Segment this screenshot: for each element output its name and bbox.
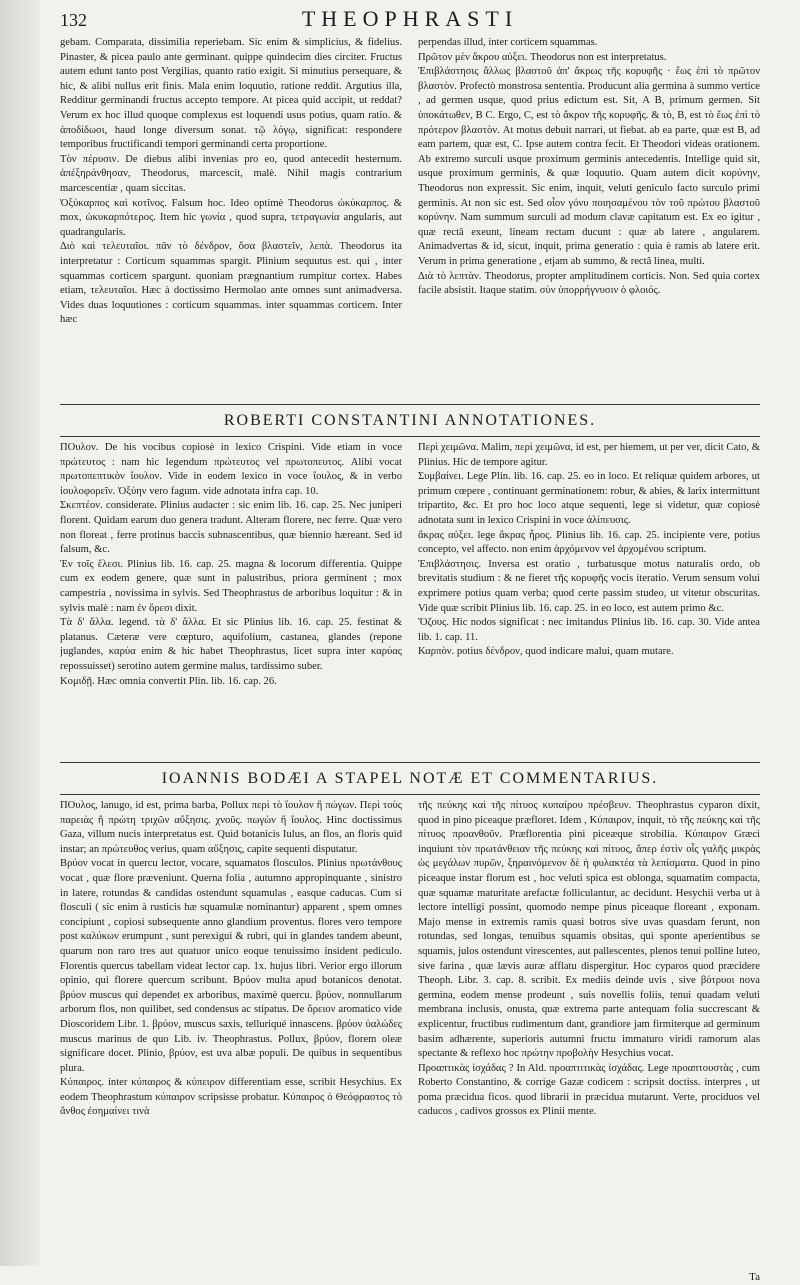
annotation: Συμβαίνει. Lege Plin. lib. 16. cap. 25. eo in loco. Et reliquæ quidem arbores, ut primum cœpere , continuant germinationem: robur, & abies, & larix intermittunt tripartito, &c. Et pro hoc loco atque sequenti, lege si videtur, quæ copiosè adnotata sunt in lexico Crispini in voce ἀλίπευσις. — [418, 471, 760, 526]
running-header — [60, 0, 760, 36]
paragraph: Πρῶτον μὲν ἄκρου αὐξει. Theodorus non est interpretatus. — [418, 51, 667, 63]
constantini-right-column — [418, 441, 760, 759]
annotation: Κομιδῇ. Hæc omnia convertit Plin. lib. 16. cap. 26. — [60, 675, 277, 687]
commentary-paragraph: Βρύον vocat in quercu lector, vocare, squamatos flosculos. Plinius πρωτάνθους vocat , quæ flore præveniunt. Querna folia , autumno appropinquante , sinistro in latere, rotundas & candidas ostendunt squamulas , easque caducas. Cum si flosculi ( sic enim à rusticis hæ squamulæ nominantur) apparent , spem omnes concipiunt , copiosi subsequente anno glandium proventus. flores vero tempore post καλύκων erumpunt , sunt perexigui & rubri, qui in glandes tandem abeunt, quarum non raro tres aut quatuor unico eoque tenuissimo insident pediculo. Florentis quercus tabellam videat lector cap. 1x. hujus libri. Verior ergo illorum opinio, qui florere quercum scribunt. Βρύον multa apud botanicos denotat. βρύον muscus qui dependet ex arboribus, maximè quercu. βρύον, nonnullarum arborum flos, non quilibet, sed condensus ac stipatus. De ὄρειον aromatico vide Dioscoridem Libr. 1. βρύον, muscus saxis, telluriqué innascens. βρύον ὑαλώδες muscus marinus de quo Lib. iv. Theophrastus. Pollux, βρύον, florem oleæ significare docet. Plinio, βρύον, est uva albæ populi. De quibus in sequentibus plura. — [60, 858, 402, 1074]
annotation: ΠΟυλον. De his vocibus copiosè in lexico Crispini. Vide etiam in voce πρώτευτος : nam hic legendum πρώτευτος vel πρωτοπευτος. Alibi vocat πρωτοπεπτικὸν ἴουλον. Vide in eodem lexico in voce ἴουλος, & in verbo ἰουλοφορεῖν. Ὀξύην vero fagum. vide adnotata infra cap. 10. — [60, 442, 402, 497]
section-divider — [60, 794, 760, 795]
annotation: ἄκρας αὐξει. lege ἄκρας ἦρος. Plinius lib. 16. cap. 25. incipiente vere, potius concepto, vel affecto. non enim ἀρχόμενον vel ἀρχομένου scriptum. — [418, 529, 760, 556]
annotation: Τὰ δ' ἄλλα. legend. τὰ δ' ἄλλα. Et sic Plinius lib. 16. cap. 25. festinat & platanus. Cæteræ vere cœpturo, aquifolium, castanea, glandes (repone juglandes, καρύα enim & hic habet Theophrastus, licet supra inter καρύας repossuisset) serotino autem germine malus, tardissimo suber. — [60, 617, 402, 672]
section-heading-bodaei: IOANNIS BODÆI A STAPEL NOTÆ ET COMMENTARIUS. — [161, 770, 659, 787]
catchword: Ta — [749, 1271, 760, 1283]
bodaei-commentary — [60, 799, 760, 1269]
commentary-top-section — [60, 36, 760, 401]
constantini-annotations — [60, 441, 760, 759]
paragraph: perpendas illud, inter corticem squammas. — [418, 37, 598, 48]
section-divider — [60, 436, 760, 437]
bodaei-left-column — [60, 799, 402, 1269]
top-left-column — [60, 36, 402, 401]
section-divider — [60, 762, 760, 763]
constantini-left-column — [60, 441, 402, 759]
annotation: Ὄζους. Hic nodos significat : nec imitandus Plinius lib. 16. cap. 30. Vide antea lib. 1. cap. 11. — [418, 617, 760, 643]
commentary-paragraph: Προαπτικὰς ἰσχάδας ? In Ald. προαπτιτικὰς ἰσχάδας. Lege προαπτουστὰς , cum Roberto Constantino, & corrige Gazæ codicem : scripsit doctiss. interpres , ut poma præcidua ficos. quod librarii in præcidua mutarunt. Verte, prociduos vel caducos , cadivos grossos ex Plinii mente. — [418, 1062, 760, 1118]
annotation: Περὶ χειμῶνα. Malim, περὶ χειμῶνα, id est, per hiemem, ut per ver, dicit Cato, & Plinius. Hic de tempore agitur. — [418, 442, 760, 468]
section-divider — [60, 404, 760, 405]
paragraph: gebam. Comparata, dissimilia reperiebam. Sic enim & simplicius, & fidelius. Pinaster, & picea paulo ante germinant. quippe quindecim dies circiter. Fructus autem edunt tanto post Vergilias, quanto ratio exigit. Si minutius persequare, & hic, & alibi nullus erit finis. Mala enim loquutio, ratione reddit. Argutius illa, Redditur germinandi fructus accepto tempore. At picea quid accipit, ut reddat? Verum ex hoc illud quoque complexus est loquendi usus potius, quam ratio. & ἀποδίδωσι, haud longe diversum sonat. τῷ λόγῳ, significat: respondere temporibus fructificandi tempori germinandi certa proportione. — [60, 37, 402, 151]
paragraph: Διὰ τὸ λεπτὰν. Theodorus, propter amplitudinem corticis. Non. Sed quia cortex facile absistit. Itaque statim. σὺν ὑπορρήγνυσιν ὁ φλοιός. — [418, 270, 760, 297]
top-right-column — [418, 36, 760, 401]
paragraph: Τὸν πέρυσιν. De diebus alibi invenias pro eo, quod antecedit hesternum. ἀπέξηράνθησαν, Theodorus, marcescit, malè. Nihil magis contrarium marcescentiæ , quam siccitas. — [60, 153, 402, 194]
annotation: Ἐν τοῖς ἕλεσι. Plinius lib. 16. cap. 25. magna & locorum differentia. Quippe cum ex eodem genere, quæ sunt in palustribus, priora germinent ; mox campestria , novissima in sylvis. Sed Theophrastus de arboribus loquitur : & in sylvis malè : nam ἐν ὄρεσι dixit. — [60, 558, 402, 614]
page-gutter-shadow — [0, 0, 40, 1266]
commentary-paragraph: τῆς πεύκης καὶ τῆς πίτυος κυπαίρου πρέσβευν. Theophrastus cyparon dixit, quod in pino piceaque præfloret. Idem , Κύπαιρον, inquit, τὸ τῆς πεύκης καὶ τῆς πίτυος προανθοῦν. Præflorentia pini piceæque strobilia. Κύπαιρον Græci inquiunt τὸν πρωτάνθειαν τῆς πεύκης καὶ πίτυος, ἅπερ ἐστὶν οἷς γαλῆς μικρὰς ὡς μεγάλων πυρῶν, ξηραινόμενον δὲ ἡ φυλακτέα τὰ λεπίσματα. Quod in pino piceaque instar florum est , hoc veluti spica est oblonga, squamatim compacta, quæ squamæ maturitate arefactæ folliculantur, ac decidunt. Hesychii verba ut à lectore intelligi possint, quomodo nempe pinus piceaque floreant , exponam. Majo mense in extremis ramis quasi botros sive uvas quasdam ferunt, non rotundas, sed longas, tenuibus squamis obsitas, qui sponte aperientibus se squamis, julos ostendunt virescentes, aut pallescentes, plenos tenui polline luteo, sive farina , quæ lævis auræ afflatu dispergitur. Hoc cyparos quod præcidere Theoph. Libr. 3. cap. 8. scribit. Ex mediis deinde uvis , sive βότρυοι nova germina, eodem mense prodeunt , suis novellis foliis, tenui quadam veluti membrana inclusis, onusta, quæ extrema parte antequam folia succrescant & explicentur, fructibus rudimentum dant, grandiore jam firmiterque ad germinum basim adhærente, superioris autumni fructu immaturo viridi ramorum alas spectante & reflexo hoc πρώτην προβολὴν Hesychius vocat. — [418, 800, 760, 1060]
paragraph: Ἐπιβλάστησις ἄλλως βλαστοῦ ἀπ' ἄκρως τῆς κορυφῆς · ἕως ἐπὶ τὸ πρῶτον βλαστὸν. Profectò monstrosa sententia. Producunt alia germina à summo vertice , ad germen usque, quod prius edictum est. Sit, A B, primum germen. Sit ὑποκάτωθεν, B C. Ergo, C, est τὸ ἄκρον τῆς κορυφῆς. & τὸ, B, est τὸ ἕως ἐπὶ τὸ πρότερον βλαστὸν. At motus debuit narrari, ut fiebat. ab ea parte, quæ est B, ad eam partem, quæ est, C. Ipse autem contra fecit. Et Theodori videas orationem. Ab extremo surculi usque proximum germinis antecedentis. Intellige quid sit, usque proximum germinis, & quæ loquutio. Quam autem dicit κορύνην, Theodorus non expressit. Sic enim, inquit, veluti geniculo facto surculo primi germinis. At non sic est. Sed οἷον γόνυ ποιησαμένου τὸν τοῦ πρώτου βλαστοῦ κορύνην. Nam summum surculi ad modum clavæ capitatum est. Ex eo igitur , quæ rectâ exeunt, lineam rectam ducunt : quæ ab latere , angularem. Animadvertas & id, sicut, inquit, prima generatio : quia è ramis ab latere erit. Verum in prima generatione , etjam ab summo, & rectâ linea, multi. — [418, 66, 760, 267]
bodaei-right-column — [418, 799, 760, 1269]
section-heading-constantini: ROBERTI CONSTANTINI ANNOTATIONES. — [223, 412, 597, 429]
running-title: THEOPHRASTI — [301, 6, 519, 31]
commentary-paragraph: Κύπαιρος. inter κύπαιρος & κύπειρον differentiam esse, scribit Hesychius. Ex eodem Theophrastum κύπαιρον scripsisse probatur. Κύπαιρος ὁ Θεόφραστος τὸ ἄνθος ἐσημαίνει τινὰ — [60, 1077, 402, 1118]
paragraph: Ὀξύκαρπος καὶ κοτῖνος. Falsum hoc. Ideo optimè Theodorus ὠκύκαρπος. & mox, ὠκυκαρπότερος. Item hic γωνία , quod supra, τετραγωνία angularis, aut quadrangularis. — [60, 197, 402, 238]
page-number: 132 — [60, 10, 87, 30]
annotation: Σκεπτέον. considerate. Plinius audacter : sic enim lib. 16. cap. 25. Nec juniperi florent. Quidam earum duo genera tradunt. Alteram florere, nec ferre. Quæ vero non floreat , ferre protinus baccis subnascentibus, quæ biennio hæreant. Sed id falsum, &c. — [60, 500, 402, 556]
commentary-paragraph: ΠΟυλος, lanugo, id est, prima barba, Pollux περὶ τὸ ἴουλον ἢ πώγων. Περὶ τοὺς παρειὰς ἢ πρώτη τριχῶν αὔξησις. χνοῦς. πωγὼν ἢ ἴουλος. Hinc doctissimus Gaza, villum nucis interpretatus est. Quid botanicis Iulus, an flos, an floris quid instar; an πρώτευθος verius, quam αὔξησις, capite sequenti disputatur. — [60, 800, 402, 855]
annotation: Καρπὸν. potius δένδρον, quod indicare malui, quam mutare. — [418, 646, 674, 658]
annotation: Ἐπιβλάστησις. Inversa est oratio , turbatusque motus naturalis ordo, ob brevitatis studium : & ne fieret τῆς κορυφῆς vocis iteratio. Verum sensum volui exprimere potius quam verba; quod certe passim studeo, ut vitetur obscuritas. Vide quæ scribit Plinius lib. 16. cap. 25. in eo loco, est autem primo &c. — [418, 558, 760, 614]
paragraph: Διὸ καὶ τελευταῖοι. πᾶν τὸ δένδρον, ὅσα βλαστεῖν, λεπὰ. Theodorus ita interpretatur : Corticum squammas spargit. Plinium sequutus est. qui , inter squammas corticem spargunt. quoniam prægnantium rumpitur cortex. Habes etiam, τελευταῖοι. Hæc à doctissimo Hermolao ante omnes sunt animadversa. Vides duas loquutiones : corticum squammas. inter squammas corticem. Inter hæc — [60, 241, 402, 326]
